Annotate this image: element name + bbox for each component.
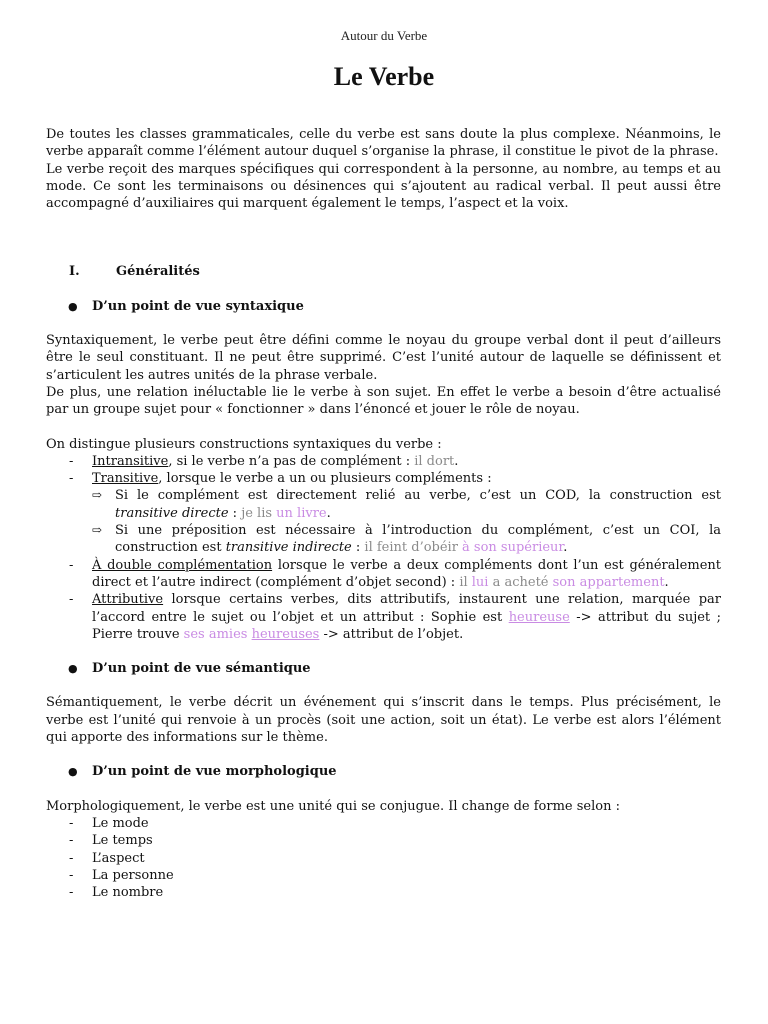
morphology-list bbox=[46, 815, 721, 901]
subheading-semantic bbox=[46, 660, 721, 677]
section-number: I. bbox=[69, 264, 80, 280]
intro-paragraph-2: Le verbe reçoit des marques spécifiques qui correspondent à la personne, au nombre, au temps et au mode. Ce sont les terminaisons ou désinences qui s’ajoutent au radical verbal. Il peut aussi être accompagné d’auxiliaires qui marquent également le temps, l’aspect et la voix. bbox=[46, 161, 721, 212]
subheading-syntax bbox=[46, 298, 721, 315]
syntax-paragraph-2: De plus, une relation inéluctable lie le verbe à son sujet. En effet le verbe a besoin d’être actualisé par un groupe sujet pour « fonctionner » dans l’énoncé et jouer le rôle de noyau. bbox=[46, 384, 721, 418]
subheading-morphology bbox=[46, 763, 721, 780]
transitive-sublist bbox=[92, 487, 721, 556]
construction-list-continued bbox=[46, 557, 721, 643]
intro-paragraph-1: De toutes les classes grammaticales, celle du verbe est sans doute la plus complexe. Néanmoins, le verbe apparaît comme l’élément autour duquel s’organise la phrase, il constitue le pivot de la phrase. bbox=[46, 127, 721, 160]
term-transitive-indirecte: transitive indirecte bbox=[225, 540, 352, 556]
sublist-item-direct: ⇨ Si le complément est directement relié au verbe, c’est un COD, la construction est transitive directe : je lis un livre. bbox=[92, 488, 721, 521]
bullet-icon: ● bbox=[68, 299, 78, 313]
syntax-paragraph-1: Syntaxiquement, le verbe peut être défini comme le noyau du groupe verbal dont il peut d’ailleurs être le seul constituant. Il ne peut être supprimé. C’est l’unité autour de laquelle se définissent et s’articulent les autres unités de la phrase verbale. bbox=[46, 333, 721, 383]
list-item-attributive: - Attributive lorsque certains verbes, dits attributifs, instaurent une relation, marquée par l’accord entre le sujet ou l’objet et un attribut : Sophie est heureuse -> attribut du sujet ; Pierre trouve ses amies heureuses -> attribut de l’objet. bbox=[69, 592, 721, 642]
subheading-syntax-label: D’un point de vue syntaxique bbox=[92, 298, 304, 314]
dash-marker: - bbox=[69, 592, 74, 608]
example-coi: à son supérieur bbox=[462, 540, 564, 556]
list-item: - Le mode bbox=[69, 815, 149, 831]
example-attribut-objet: heureuses bbox=[251, 626, 320, 642]
morphology-paragraph: Morphologiquement, le verbe est une unité qui se conjugue. Il change de forme selon : bbox=[46, 798, 620, 814]
term-intransitive: Intransitive bbox=[92, 453, 169, 469]
section-title: Généralités bbox=[116, 264, 200, 280]
term-transitive-directe: transitive directe bbox=[115, 505, 229, 521]
example-cod: un livre bbox=[276, 505, 327, 521]
list-item-intransitive: - Intransitive, si le verbe n’a pas de complément : il dort. bbox=[69, 453, 459, 469]
construction-list bbox=[46, 453, 721, 488]
term-attributive: Attributive bbox=[92, 592, 164, 608]
term-transitive: Transitive bbox=[92, 471, 159, 487]
dash-marker: - bbox=[69, 453, 74, 469]
example-intransitive: il dort bbox=[414, 453, 455, 469]
subheading-morphology-label: D’un point de vue morphologique bbox=[92, 764, 337, 780]
sublist-item-indirect: ⇨ Si une préposition est nécessaire à l’introduction du complément, c’est un COI, la construction est transitive indirecte : il feint d’obéir à son supérieur. bbox=[92, 523, 721, 556]
term-double-complementation: À double complémentation bbox=[92, 557, 273, 573]
list-item: - Le nombre bbox=[69, 885, 164, 901]
semantic-paragraph: Sémantiquement, le verbe décrit un événement qui s’inscrit dans le temps. Plus précisément, le verbe est l’unité qui renvoie à un procès (soit une action, soit un état). Le verbe est alors l’élément qui apporte des informations sur le thème. bbox=[46, 695, 721, 746]
page-title: Le Verbe bbox=[333, 62, 435, 91]
example-attribut-sujet: heureuse bbox=[508, 609, 570, 625]
list-item-double: - À double complémentation lorsque le verbe a deux compléments dont l’un est généralement direct et l’autre indirect (complément d’objet second) : il lui a acheté son appartement. bbox=[69, 557, 721, 590]
running-header: Autour du Verbe bbox=[340, 28, 428, 43]
dash-marker: - bbox=[69, 557, 74, 573]
subheading-semantic-label: D’un point de vue sémantique bbox=[92, 661, 311, 677]
list-item-transitive: - Transitive, lorsque le verbe a un ou plusieurs compléments : bbox=[69, 471, 492, 487]
bullet-icon: ● bbox=[68, 765, 78, 779]
arrow-right-icon: ⇨ bbox=[92, 488, 103, 503]
list-item: - La personne bbox=[69, 867, 174, 883]
list-item: - Le temps bbox=[69, 833, 153, 849]
bullet-icon: ● bbox=[68, 662, 78, 676]
syntax-paragraph-3: On distingue plusieurs constructions syntaxiques du verbe : bbox=[46, 436, 442, 452]
dash-marker: - bbox=[69, 471, 74, 487]
arrow-right-icon: ⇨ bbox=[92, 523, 103, 538]
section-heading-generalites bbox=[46, 263, 721, 280]
list-item: - L’aspect bbox=[69, 850, 145, 866]
document-body bbox=[46, 126, 721, 901]
